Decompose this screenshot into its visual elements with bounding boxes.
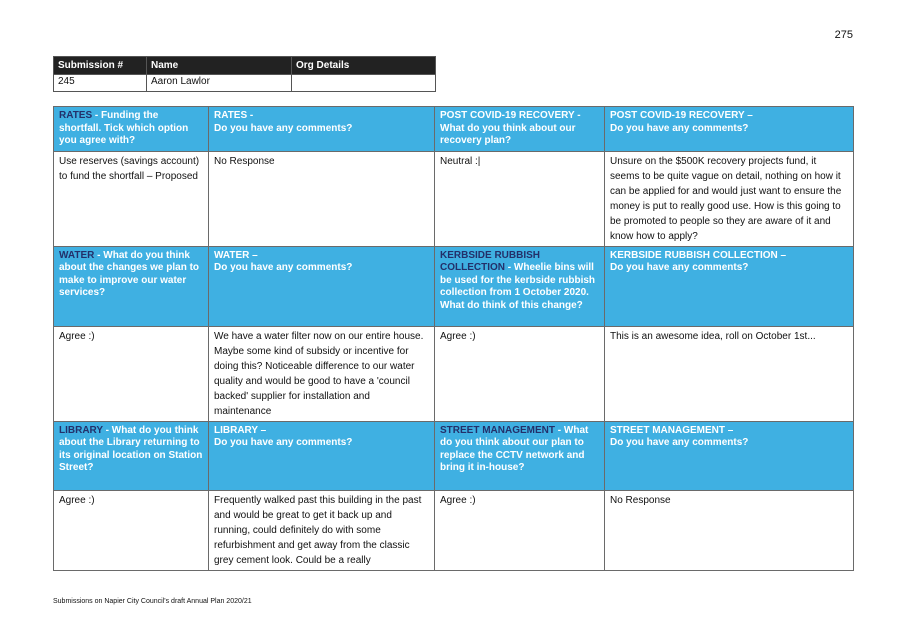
separator: - bbox=[102, 424, 112, 436]
separator: - bbox=[505, 262, 514, 273]
street-comments-cell bbox=[605, 421, 854, 490]
library-question-cell bbox=[54, 421, 209, 490]
answer-cell: Use reserves (savings account) to fund the shortfall – Proposed bbox=[54, 151, 209, 246]
responses-table bbox=[53, 106, 854, 571]
answer-cell: Neutral :| bbox=[435, 151, 605, 246]
question-text: What do you think about the Library returning to its original location on Station Street? bbox=[59, 424, 203, 473]
question-row bbox=[54, 107, 854, 152]
question-text: What do you think about the changes we plan to make to improve our water services? bbox=[59, 249, 200, 298]
water-comments-cell bbox=[209, 246, 435, 326]
org-details bbox=[292, 75, 436, 92]
answer-row bbox=[54, 151, 854, 246]
rates-question-cell bbox=[54, 107, 209, 152]
topic-label: POST COVID-19 RECOVERY - bbox=[440, 110, 581, 121]
separator: - bbox=[555, 424, 564, 436]
kerbside-question-cell bbox=[435, 246, 605, 326]
question-text: Do you have any comments? bbox=[214, 437, 353, 448]
submission-value-row bbox=[54, 75, 436, 92]
topic-label: STREET MANAGEMENT – bbox=[610, 424, 734, 436]
answer-cell: Agree :) bbox=[54, 326, 209, 421]
submission-table bbox=[53, 56, 436, 92]
topic-label: POST COVID-19 RECOVERY – bbox=[610, 110, 753, 121]
submission-number-header: Submission # bbox=[54, 57, 147, 75]
water-question-cell bbox=[54, 246, 209, 326]
submission-number: 245 bbox=[54, 75, 147, 92]
submitter-name: Aaron Lawlor bbox=[147, 75, 292, 92]
question-text: What do you think about our recovery plan? bbox=[440, 122, 576, 146]
submission-header-row bbox=[54, 57, 436, 75]
answer-cell: We have a water filter now on our entire house. Maybe some kind of subsidy or incentive for doing this? Noticeable difference to our water quality and would be good to have a 'council backed' supplier for installation and maintenance bbox=[209, 326, 435, 421]
covid-question-cell bbox=[435, 107, 605, 152]
topic-label: LIBRARY – bbox=[214, 424, 267, 436]
question-text: Do you have any comments? bbox=[610, 437, 749, 448]
street-question-cell bbox=[435, 421, 605, 490]
topic-label: LIBRARY bbox=[59, 424, 103, 436]
answer-cell: No Response bbox=[209, 151, 435, 246]
question-text: Do you have any comments? bbox=[214, 122, 353, 134]
topic-label: KERBSIDE RUBBISH COLLECTION bbox=[440, 249, 541, 273]
question-text: Do you have any comments? bbox=[610, 122, 749, 134]
answer-cell: Frequently walked past this building in the past and would be great to get it back up and running, could definitely do with some refurbishment and get away from the classic grey cement look. Could be a really bbox=[209, 490, 435, 570]
page-number: 275 bbox=[834, 29, 853, 41]
question-text: What do you think about our plan to replace the CCTV network and bring it in-house? bbox=[440, 424, 589, 473]
org-details-header: Org Details bbox=[292, 57, 436, 75]
answer-row bbox=[54, 326, 854, 421]
rates-comments-cell bbox=[209, 107, 435, 152]
topic-label: STREET MANAGEMENT bbox=[440, 424, 555, 436]
topic-label: RATES bbox=[59, 110, 93, 121]
answer-cell: This is an awesome idea, roll on October 1st... bbox=[605, 326, 854, 421]
answer-cell: Agree :) bbox=[435, 326, 605, 421]
answer-cell: No Response bbox=[605, 490, 854, 570]
topic-label: KERBSIDE RUBBISH COLLECTION – bbox=[610, 249, 787, 261]
question-text: Do you have any comments? bbox=[610, 262, 749, 273]
question-row bbox=[54, 421, 854, 490]
topic-label: RATES - bbox=[214, 110, 254, 121]
answer-cell: Unsure on the $500K recovery projects fund, it seems to be quite vague on detail, nothing on how it can be applied for and would just want to ensure the money is put to really good use. How is this going to be promoted to people so they are aware of it and know how to apply? bbox=[605, 151, 854, 246]
covid-comments-cell bbox=[605, 107, 854, 152]
question-text: Wheelie bins will be used for the kerbside rubbish collection from 1 October 2020. What do think of this change? bbox=[440, 262, 596, 311]
topic-label: WATER bbox=[59, 249, 95, 261]
question-row bbox=[54, 246, 854, 326]
answer-cell: Agree :) bbox=[54, 490, 209, 570]
separator: - bbox=[92, 110, 102, 121]
question-text: Do you have any comments? bbox=[214, 262, 353, 273]
question-text: Funding the shortfall. Tick which option you agree with? bbox=[59, 110, 189, 146]
library-comments-cell bbox=[209, 421, 435, 490]
separator: - bbox=[94, 249, 104, 261]
name-header: Name bbox=[147, 57, 292, 75]
answer-cell: Agree :) bbox=[435, 490, 605, 570]
kerbside-comments-cell bbox=[605, 246, 854, 326]
answer-row bbox=[54, 490, 854, 570]
topic-label: WATER – bbox=[214, 249, 258, 261]
page-footer: Submissions on Napier City Council's draft Annual Plan 2020/21 bbox=[53, 598, 252, 605]
